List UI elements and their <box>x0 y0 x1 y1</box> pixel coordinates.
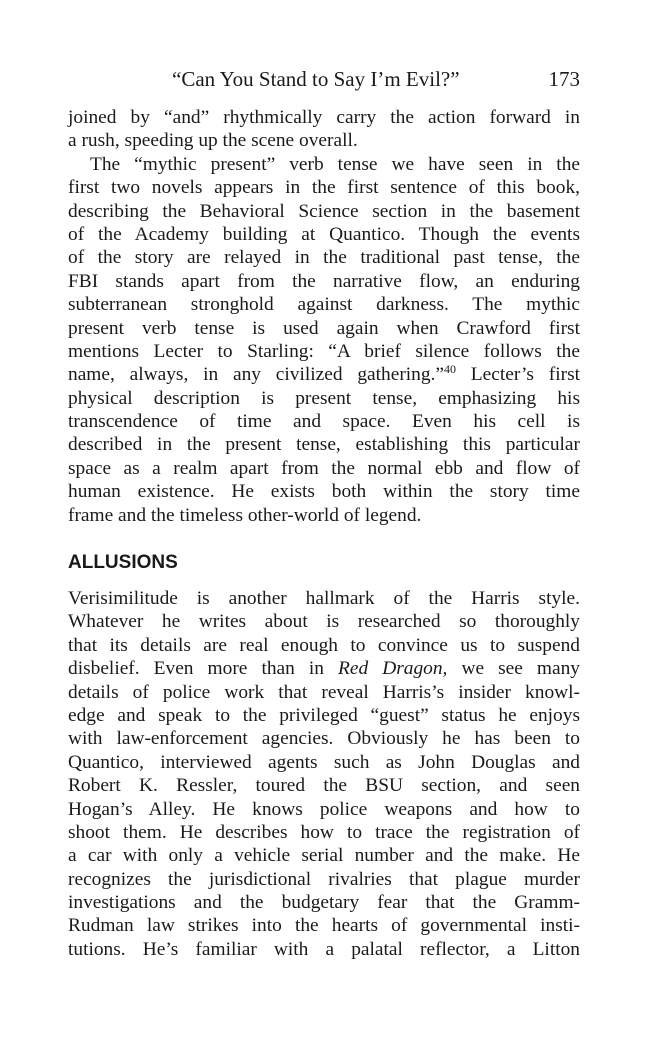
text-line: The “mythic present” verb tense we have seen in the <box>90 153 580 175</box>
footnote-marker: 40 <box>444 362 457 377</box>
text-line: recognizes the jurisdictional rivalries that plague murder <box>68 868 580 890</box>
paragraph-mythic-present <box>68 153 580 527</box>
running-head <box>68 64 580 94</box>
text-line: Whatever he writes about is researched so thoroughly <box>68 611 580 633</box>
text-line: Robert K. Ressler, toured the BSU section, and seen <box>68 775 580 797</box>
text-line: space as a realm apart from the normal ebb and flow of <box>68 457 580 479</box>
text-line: of the Academy building at Quantico. Though the events <box>68 223 580 245</box>
text-line: transcendence of time and space. Even his cell is <box>68 411 580 433</box>
text-line: Quantico, interviewed agents such as John Douglas and <box>68 751 580 773</box>
text-line: that its details are real enough to convince us to suspend <box>68 634 580 656</box>
text-line: described in the present tense, establishing this particular <box>68 434 580 456</box>
section-heading: ALLUSIONS <box>68 552 178 573</box>
text-line: with law-enforcement agencies. Obviously he has been to <box>68 728 580 750</box>
text-line: present verb tense is used again when Crawford first <box>68 317 580 339</box>
text-line: first two novels appears in the first sentence of this book, <box>68 177 580 199</box>
book-title: Red Dragon, <box>338 658 448 680</box>
text-line: a rush, speeding up the scene overall. <box>68 130 358 152</box>
text-line: shoot them. He describes how to trace the registration of <box>68 821 580 843</box>
text-segment: name, always, in any civilized gathering.” <box>68 364 445 386</box>
text-line: Verisimilitude is another hallmark of the Harris style. <box>68 588 580 609</box>
text-segment: disbelief. Even more than in <box>68 658 339 680</box>
paragraph-verisimilitude <box>68 587 580 961</box>
text-line: FBI stands apart from the narrative flow, an enduring <box>68 270 580 292</box>
text-line <box>68 657 580 680</box>
text-segment: Lecter’s first <box>456 364 580 386</box>
text-line: mentions Lecter to Starling: “A brief silence follows the <box>68 340 580 362</box>
text-line: joined by “and” rhythmically carry the action forward in <box>68 107 580 128</box>
text-line: edge and speak to the privileged “guest” status he enjoys <box>68 704 580 726</box>
text-line: describing the Behavioral Science section in the basement <box>68 200 580 222</box>
text-line: a car with only a vehicle serial number and the make. He <box>68 845 580 867</box>
paragraph-continuation <box>68 106 580 153</box>
text-line: subterranean stronghold against darkness. The mythic <box>68 294 580 316</box>
text-line: investigations and the budgetary fear that the Gramm- <box>68 892 580 914</box>
text-line: human existence. He exists both within the story time <box>68 481 580 503</box>
text-line: of the story are relayed in the traditional past tense, the <box>68 247 580 269</box>
text-line: physical description is present tense, emphasizing his <box>68 387 580 409</box>
page-number: 173 <box>548 67 580 91</box>
text-line: Rudman law strikes into the hearts of governmental insti- <box>68 915 580 937</box>
text-segment: we see many <box>447 658 580 680</box>
text-line: details of police work that reveal Harris’s insider knowl- <box>68 681 580 703</box>
running-title: “Can You Stand to Say I’m Evil?” <box>172 67 460 91</box>
text-line <box>68 363 580 386</box>
text-line: Hogan’s Alley. He knows police weapons and how to <box>68 798 580 820</box>
text-line: frame and the timeless other-world of legend. <box>68 504 422 526</box>
text-line: tutions. He’s familiar with a palatal reflector, a Litton <box>68 938 580 960</box>
